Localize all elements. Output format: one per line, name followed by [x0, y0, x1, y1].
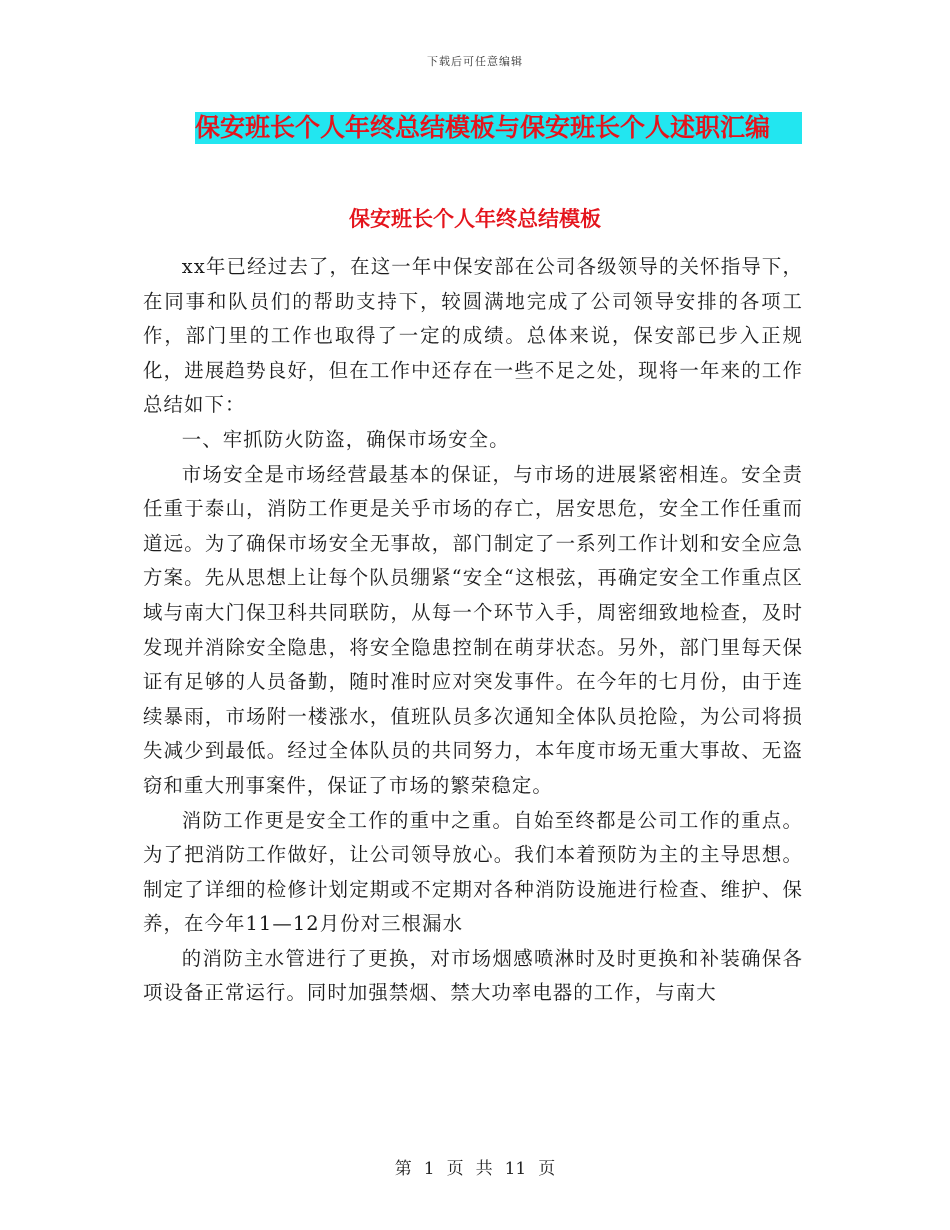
document-body: [143, 250, 803, 1011]
footer-suffix: 页: [538, 1159, 556, 1179]
header-note: 下载后可任意编辑: [427, 55, 523, 68]
footer-prefix: 第: [394, 1159, 412, 1179]
current-page-number: 1: [423, 1159, 435, 1179]
paragraph-heading-1: 一、牢抓防火防盗，确保市场安全。: [181, 427, 510, 451]
paragraph-market-safety: 市场安全是市场经营最基本的保证，与市场的进展紧密相连。安全责任重于泰山，消防工作更是关乎市场的存亡，居安思危，安全工作任重而道远。为了确保市场安全无事故，部门制定了一系列工作计划和安全应急方案。先从思想上让每个队员绷紧“安全“这根弦，再确定安全工作重点区域与南大门保卫科共同联防，从每一个环节入手，周密细致地检查，及时发现并消除安全隐患，将安全隐患控制在萌芽状态。另外，部门里每天保证有足够的人员备勤，随时准时应对突发事件。在今年的七月份，由于连续暴雨，市场附一楼涨水，值班队员多次通知全体队员抢险，为公司将损失减少到最低。经过全体队员的共同努力，本年度市场无重大事故、无盗窃和重大刑事案件，保证了市场的繁荣稳定。: [143, 462, 803, 797]
document-main-title: 保安班长个人年终总结模板与保安班长个人述职汇编: [195, 112, 802, 144]
paragraph-intro: xx年已经过去了，在这一年中保安部在公司各级领导的关怀指导下，在同事和队员们的帮助支持下，较圆满地完成了公司领导安排的各项工作，部门里的工作也取得了一定的成绩。总体来说，保安部已步入正规化，进展趋势良好，但在工作中还存在一些不足之处，现将一年来的工作总结如下：: [143, 255, 803, 417]
footer-total-word: 共: [475, 1159, 493, 1179]
page-footer: [0, 1154, 950, 1179]
paragraph-fire-main-pipe: 的消防主水管进行了更换，对市场烟感喷淋时及时更换和补装确保各项设备正常运行。同时加强禁烟、禁大功率电器的工作，与南大: [143, 946, 803, 1005]
section-title: 保安班长个人年终总结模板: [349, 207, 601, 231]
total-pages-number: 11: [504, 1159, 527, 1179]
paragraph-fire-safety: 消防工作更是安全工作的重中之重。自始至终都是公司工作的重点。为了把消防工作做好，让公司领导放心。我们本着预防为主的主导思想。制定了详细的检修计划定期或不定期对各种消防设施进行检查、维护、保养，在今年11—12月份对三根漏水: [143, 808, 803, 936]
footer-page-word: 页: [446, 1159, 464, 1179]
